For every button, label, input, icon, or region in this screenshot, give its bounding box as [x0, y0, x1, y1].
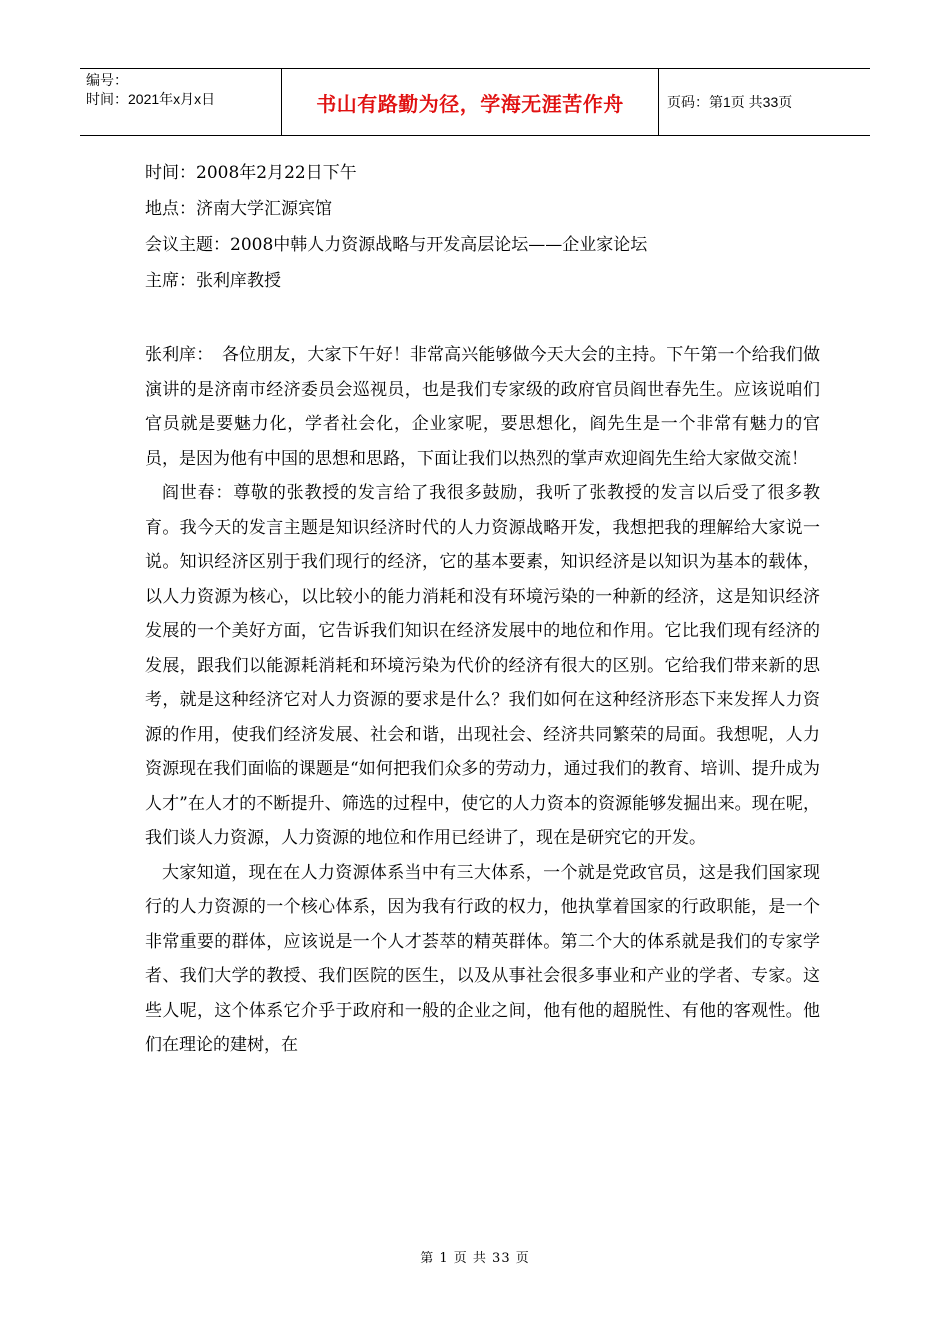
meeting-place: 地点：济南大学汇源宾馆 [145, 199, 332, 219]
header-id-time-cell [80, 69, 282, 135]
meeting-time: 时间：2008年2月22日下午 [145, 163, 357, 183]
paragraph-zhang-opening: 张利庠： 各位朋友，大家下午好！非常高兴能够做今天大会的主持。下午第一个给我们做演讲的是济南市经济委员会巡视员，也是我们专家级的政府官员阎世春先生。应该说咱们官员就是要魅力化，学者社会化，企业家呢，要思想化，阎先生是一个非常有魅力的官员，是因为他有中国的思想和思路，下面让我们以热烈的掌声欢迎阎先生给大家做交流！ [145, 345, 820, 469]
document-header [80, 68, 870, 136]
header-page-info: 页码：第1页 共33页 [667, 94, 793, 110]
meeting-theme: 会议主题：2008中韩人力资源战略与开发高层论坛——企业家论坛 [145, 235, 648, 255]
paragraph-three-systems: 大家知道，现在在人力资源体系当中有三大体系，一个就是党政官员，这是我们国家现行的人力资源的一个核心体系，因为我有行政的权力，他执掌着国家的行政职能，是一个非常重要的群体，应该说是一个人才荟萃的精英群体。第二个大的体系就是我们的专家学者、我们大学的教授、我们医院的医生，以及从事社会很多事业和产业的学者、专家。这些人呢，这个体系它介乎于政府和一般的企业之间，他有他的超脱性、有他的客观性。他们在理论的建树，在 [145, 862, 820, 1055]
header-number-label: 编号： [86, 72, 128, 88]
meeting-meta [145, 155, 647, 299]
paragraph-yan-speech: 阎世春：尊敬的张教授的发言给了我很多鼓励，我听了张教授的发言以后受了很多教育。我今天的发言主题是知识经济时代的人力资源战略开发，我想把我的理解给大家说一说。知识经济区别于我们现行的经济，它的基本要素，知识经济是以知识为基本的载体，以人力资源为核心，以比较小的能力消耗和没有环境污染的一种新的经济，这是知识经济发展的一个美好方面，它告诉我们知识在经济发展中的地位和作用。它比我们现有经济的发展，跟我们以能源耗消耗和环境污染为代价的经济有很大的区别。它给我们带来新的思考，就是这种经济它对人力资源的要求是什么？我们如何在这种经济形态下来发挥人力资源的作用，使我们经济发展、社会和谐，出现社会、经济共同繁荣的局面。我想呢，人力资源现在我们面临的课题是“如何把我们众多的劳动力，通过我们的教育、培训、提升成为人才”在人才的不断提升、筛选的过程中，使它的人力资本的资源能够发掘出来。现在呢，我们谈人力资源，人力资源的地位和作用已经讲了，现在是研究它的开发。 [145, 483, 820, 848]
header-motto: 书山有路勤为径，学海无涯苦作舟 [282, 69, 659, 135]
transcript-body [145, 338, 820, 1063]
page-footer: 第 1 页 共 33 页 [420, 1251, 530, 1266]
header-date-label: 时间：2021年x月x日 [86, 91, 216, 107]
meeting-chair: 主席：张利庠教授 [145, 271, 281, 291]
